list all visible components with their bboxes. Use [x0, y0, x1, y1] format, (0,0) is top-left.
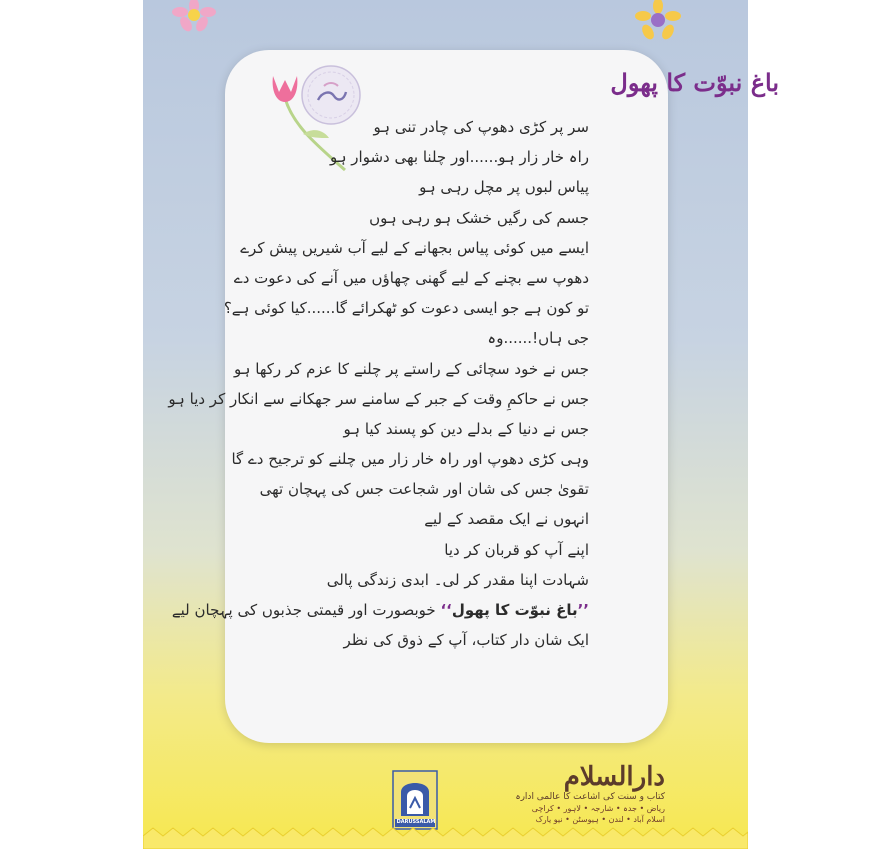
publisher-name: دارالسلام	[563, 762, 665, 792]
closing-line-rest: خوبصورت اور قیمتی جذبوں کی پہچان لیے	[171, 601, 436, 619]
poem-text	[168, 112, 589, 655]
poem-line: جس نے خود سچائی کے راستے پر چلنے کا عزم کر رکھا ہو	[233, 359, 589, 378]
closing-line: ’’باغ نبوّت کا پھول‘‘ خوبصورت اور قیمتی جذبوں کی پہچان لیے	[171, 601, 589, 619]
poem-line: شہادت اپنا مقدر کر لی۔ ابدی زندگی پالی	[326, 570, 589, 589]
logo-label: DARUSSALAM	[396, 819, 436, 825]
closing-last-line: ایک شان دار کتاب، آپ کے ذوق کی نظر	[343, 631, 589, 650]
publisher-cities-2: اسلام آباد • لندن • ہیوسٹن • نیو یارک	[535, 815, 665, 824]
flower-decoration-right	[630, 0, 686, 48]
book-title: باغ نبوّت کا پھول	[610, 68, 779, 97]
poem-line: تو کون ہے جو ایسی دعوت کو ٹھکرائے گا......کیا کوئی ہے؟	[223, 299, 589, 318]
poem-line: وہی کڑی دھوپ اور راہ خار زار میں چلنے کو ترجیح دے گا	[231, 450, 589, 469]
poem-line: سر پر کڑی دھوپ کی چادر تنی ہو	[373, 118, 589, 136]
poem-line: جی ہاں!......وہ	[487, 329, 589, 348]
poem-line: دھوپ سے بچنے کے لیے گھنی چھاؤں میں آنے کی دعوت دے	[233, 268, 589, 287]
poem-line: ایسے میں کوئی پیاس بجھانے کے لیے آب شیریں پیش کرے	[240, 238, 589, 257]
flower-decoration-left	[168, 0, 220, 34]
poem-line: جس نے حاکمِ وقت کے جبر کے سامنے سر جھکانے سے انکار کر دیا ہو	[168, 389, 589, 408]
zigzag-border	[143, 818, 748, 849]
publisher-block	[455, 763, 665, 825]
poem-line: انہوں نے ایک مقصد کے لیے	[424, 510, 589, 529]
publisher-cities-1: ریاض • جدہ • شارجہ • لاہور • کراچی	[531, 804, 665, 813]
poem-line: جس نے دنیا کے بدلے دین کو پسند کیا ہو	[343, 419, 589, 438]
poem-line: اپنے آپ کو قربان کر دیا	[444, 540, 589, 559]
poem-line: پیاس لبوں پر مچل رہی ہو	[419, 178, 589, 197]
poem-line: تقویٰ جس کی شان اور شجاعت جس کی پہچان تھی	[259, 480, 589, 499]
poem-line: راہ خار زار ہو......اور چلنا بھی دشوار ہو	[330, 148, 589, 167]
poem-line: جسم کی رگیں خشک ہو رہی ہوں	[369, 208, 589, 227]
publisher-tagline: کتاب و سنت کی اشاعت کا عالمی ادارہ	[515, 792, 665, 802]
closing-book-name: باغ نبوّت کا پھول	[451, 601, 578, 619]
